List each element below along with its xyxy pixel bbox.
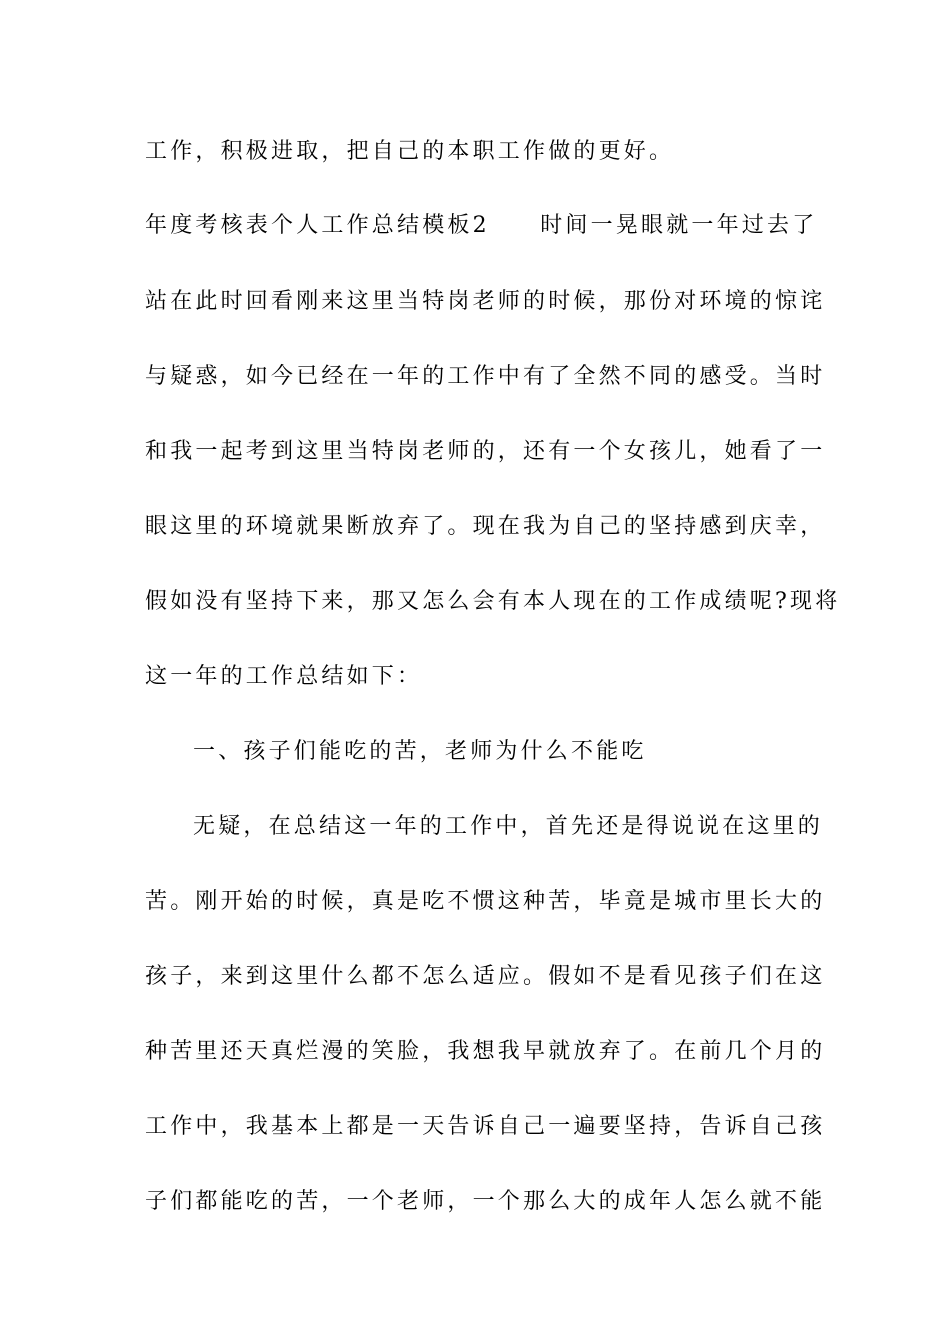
subheading-line: 一、孩子们能吃的苦，老师为什么不能吃 bbox=[193, 739, 647, 764]
text-line: 孩子，来到这里什么都不怎么适应。假如不是看见孩子们在这 bbox=[145, 964, 826, 989]
text-line: 与疑惑，如今已经在一年的工作中有了全然不同的感受。当时 bbox=[145, 364, 826, 389]
text-line: 工作，积极进取，把自己的本职工作做的更好。 bbox=[145, 139, 675, 164]
text-line: 和我一起考到这里当特岗老师的，还有一个女孩儿，她看了一 bbox=[145, 439, 826, 464]
text-line: 子们都能吃的苦，一个老师，一个那么大的成年人怎么就不能 bbox=[145, 1189, 826, 1214]
text-line: 苦。刚开始的时候，真是吃不惯这种苦，毕竟是城市里长大的 bbox=[145, 889, 826, 914]
paragraph-start-line: 无疑，在总结这一年的工作中，首先还是得说说在这里的 bbox=[193, 814, 824, 839]
text-line: 眼这里的环境就果断放弃了。现在我为自己的坚持感到庆幸， bbox=[145, 514, 826, 539]
section-heading-line: 年度考核表个人工作总结模板2 时间一晃眼就一年过去了 bbox=[145, 213, 818, 238]
text-line: 种苦里还天真烂漫的笑脸，我想我早就放弃了。在前几个月的 bbox=[145, 1039, 826, 1064]
text-line: 站在此时回看刚来这里当特岗老师的时候，那份对环境的惊诧 bbox=[145, 289, 826, 314]
text-line: 工作中，我基本上都是一天告诉自己一遍要坚持，告诉自己孩 bbox=[145, 1114, 826, 1139]
text-line: 假如没有坚持下来，那又怎么会有本人现在的工作成绩呢?现将 bbox=[145, 589, 841, 614]
text-line: 这一年的工作总结如下： bbox=[145, 664, 423, 689]
